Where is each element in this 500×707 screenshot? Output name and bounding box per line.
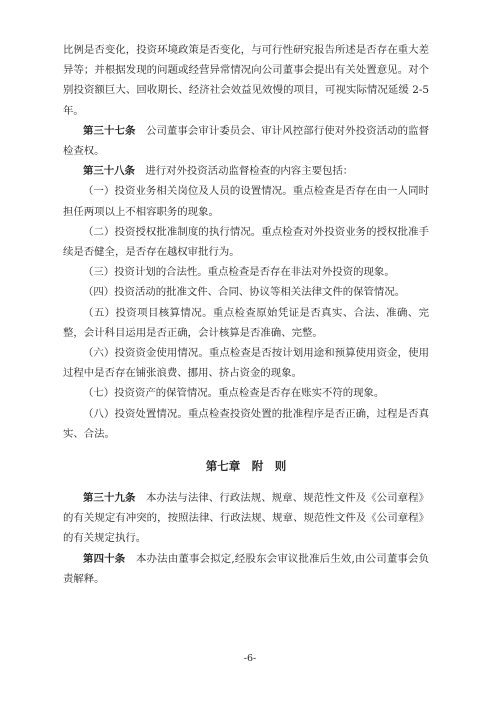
- paragraph-text: （四）投资活动的批准文件、合同、协议等相关法律文件的保管情况。: [83, 286, 406, 299]
- paragraph-text: （七）投资资产的保管情况。重点检查是否存在账实不符的现象。: [83, 387, 385, 400]
- paragraph: [63, 383, 429, 403]
- paragraph: [63, 549, 429, 589]
- paragraph: [63, 303, 429, 343]
- section-bottom: [63, 488, 429, 589]
- page-number: -6-: [243, 653, 257, 664]
- paragraph-text: 比例是否变化，投资环境政策是否变化，与可行性研究报告所述是否存在重大差异等；并根据发现的问题或经营异常情况向公司董事会提出有关处置意见。对个别投资额巨大、回收期长、经济社会效益见效慢的项目，可视实际情况延缓 2-5 年。: [63, 44, 429, 117]
- article-label: 第三十八条: [83, 165, 135, 178]
- paragraph: [63, 488, 429, 549]
- chapter-title: 第七章 附 则: [205, 459, 287, 474]
- paragraph: [63, 282, 429, 302]
- paragraph-text: （八）投资处置情况。重点检查投资处置的批准程序是否正确，过程是否真实、合法。: [63, 407, 429, 440]
- article-label: 第四十条: [83, 552, 126, 565]
- paragraph: [63, 181, 429, 221]
- paragraph: [63, 404, 429, 444]
- paragraph-text: （二）投资授权批准制度的执行情况。重点检查对外投资业务的授权批准手续是否健全，是否存在越权审批行为。: [63, 225, 429, 259]
- paragraph-text: 公司董事会审计委员会、审计风控部行使对外投资活动的监督检查权。: [63, 124, 430, 158]
- paragraph-text: 进行对外投资活动监督检查的内容主要包括：: [145, 165, 354, 178]
- paragraph: [63, 40, 429, 121]
- paragraph: [63, 343, 429, 383]
- article-label: 第三十九条: [83, 492, 136, 505]
- article-label: 第三十七条: [83, 124, 136, 137]
- paragraph: [63, 222, 429, 262]
- paragraph-text: （三）投资计划的合法性。重点检查是否存在非法对外投资的现象。: [83, 266, 395, 279]
- paragraph-text: 本办法与法律、行政法规、规章、规范性文件及《公司章程》的有关规定有冲突的，按照法律、行政法规、规章、规范性文件及《公司章程》的有关规定执行。: [63, 492, 430, 545]
- paragraph-text: （五）投资项目核算情况。重点检查原始凭证是否真实、合法、准确、完整，会计科目运用是否正确，会计核算是否准确、完整。: [63, 306, 429, 339]
- paragraph-text: 本办法由董事会拟定,经股东会审议批准后生效,由公司董事会负责解释。: [63, 552, 430, 585]
- paragraph: [63, 121, 429, 161]
- paragraph: [63, 161, 429, 181]
- paragraph: [63, 262, 429, 282]
- paragraph-text: （六）投资资金使用情况。重点检查是否按计划用途和预算使用资金，使用过程中是否存在铺张浪费、挪用、挤占资金的现象。: [63, 347, 429, 380]
- document-body: [63, 40, 429, 589]
- paragraph-text: （一）投资业务相关岗位及人员的设置情况。重点检查是否存在由一人同时担任两项以上不相容职务的现象。: [63, 185, 429, 218]
- section-top: [63, 40, 429, 444]
